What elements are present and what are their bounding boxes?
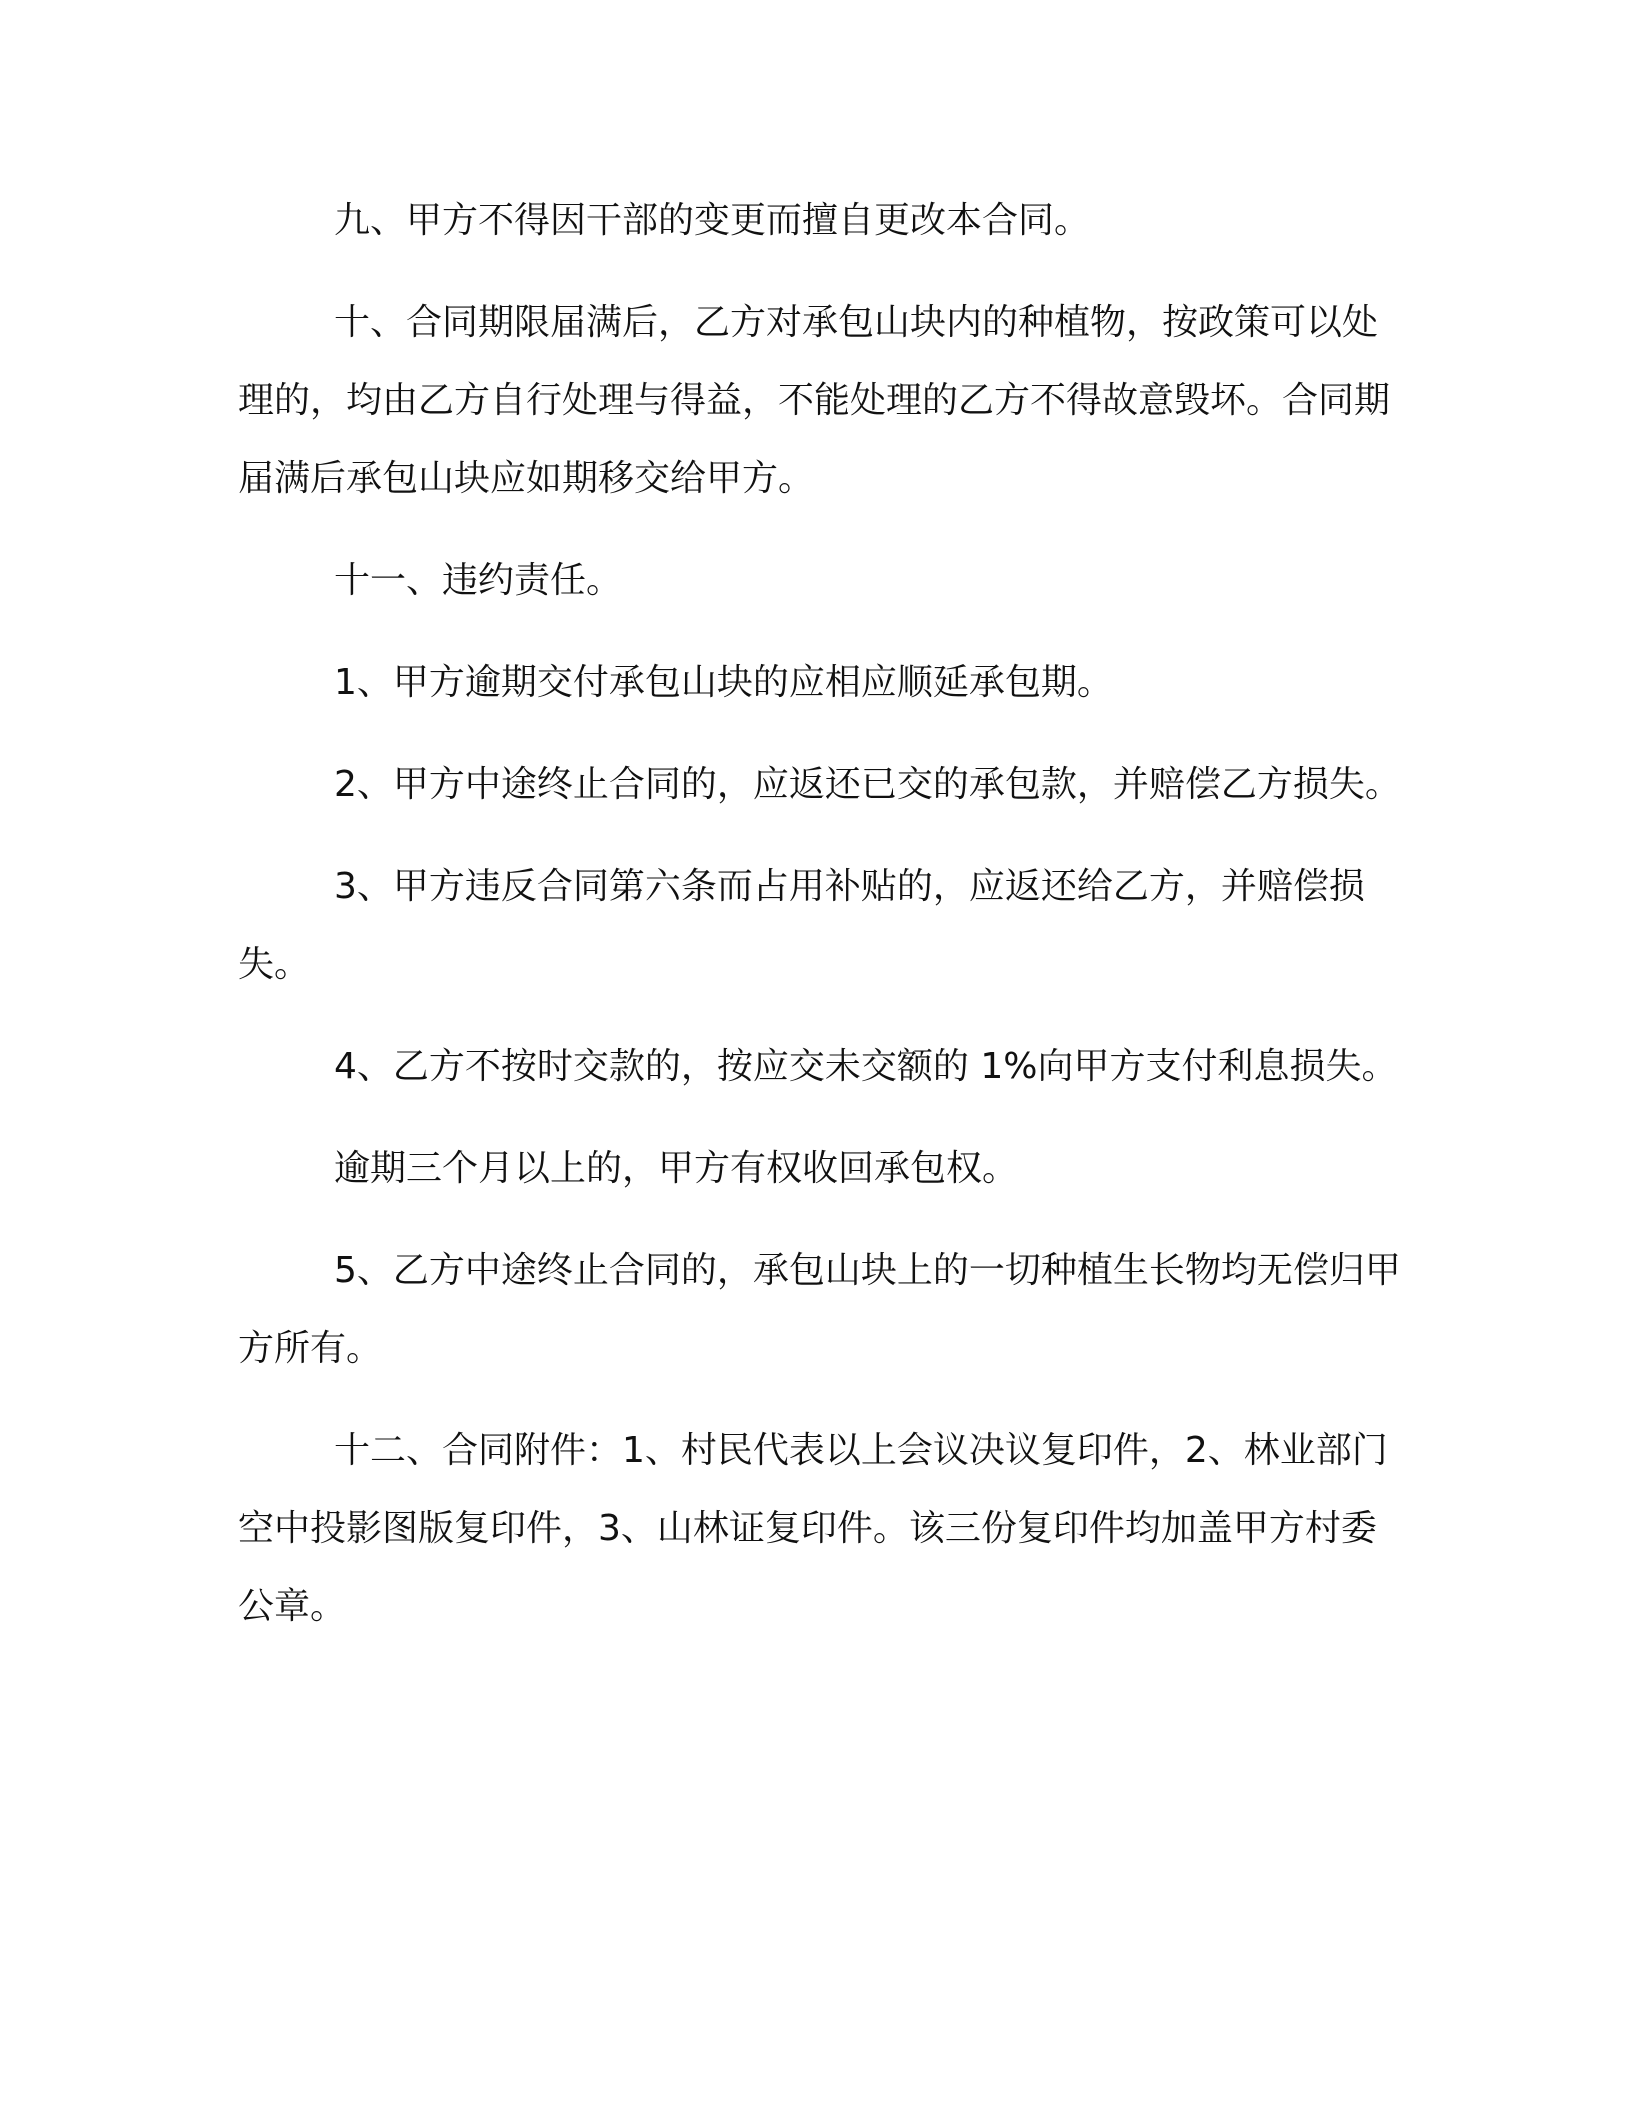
clause-11-heading: 十一、违约责任。: [334, 560, 623, 601]
clause-9: 九、甲方不得因干部的变更而擅自更改本合同。: [334, 200, 1091, 241]
clause-10: 十、合同期限届满后，乙方对承包山块内的种植物，按政策可以处理的，均由乙方自行处理与得益，不能处理的乙方不得故意毁坏。合同期届满后承包山块应如期移交给甲方。: [238, 302, 1391, 499]
clause-11-item-3: 3、甲方违反合同第六条而占用补贴的，应返还给乙方，并赔偿损失。: [238, 866, 1365, 985]
document-body: [238, 182, 1403, 1646]
clause-11-item-1: 1、甲方逾期交付承包山块的应相应顺延承包期。: [334, 662, 1113, 703]
clause-11-item-4-continued: 逾期三个月以上的，甲方有权收回承包权。: [334, 1148, 1019, 1189]
clause-12: 十二、合同附件：1、村民代表以上会议决议复印件，2、林业部门空中投影图版复印件，3、山林证复印件。该三份复印件均加盖甲方村委公章。: [238, 1430, 1388, 1627]
clause-11-item-2: 2、甲方中途终止合同的，应返还已交的承包款，并赔偿乙方损失。: [334, 764, 1401, 805]
clause-11-item-5: 5、乙方中途终止合同的，承包山块上的一切种植生长物均无偿归甲方所有。: [238, 1250, 1401, 1369]
clause-11-item-4: 4、乙方不按时交款的，按应交未交额的 1%向甲方支付利息损失。: [334, 1046, 1398, 1087]
